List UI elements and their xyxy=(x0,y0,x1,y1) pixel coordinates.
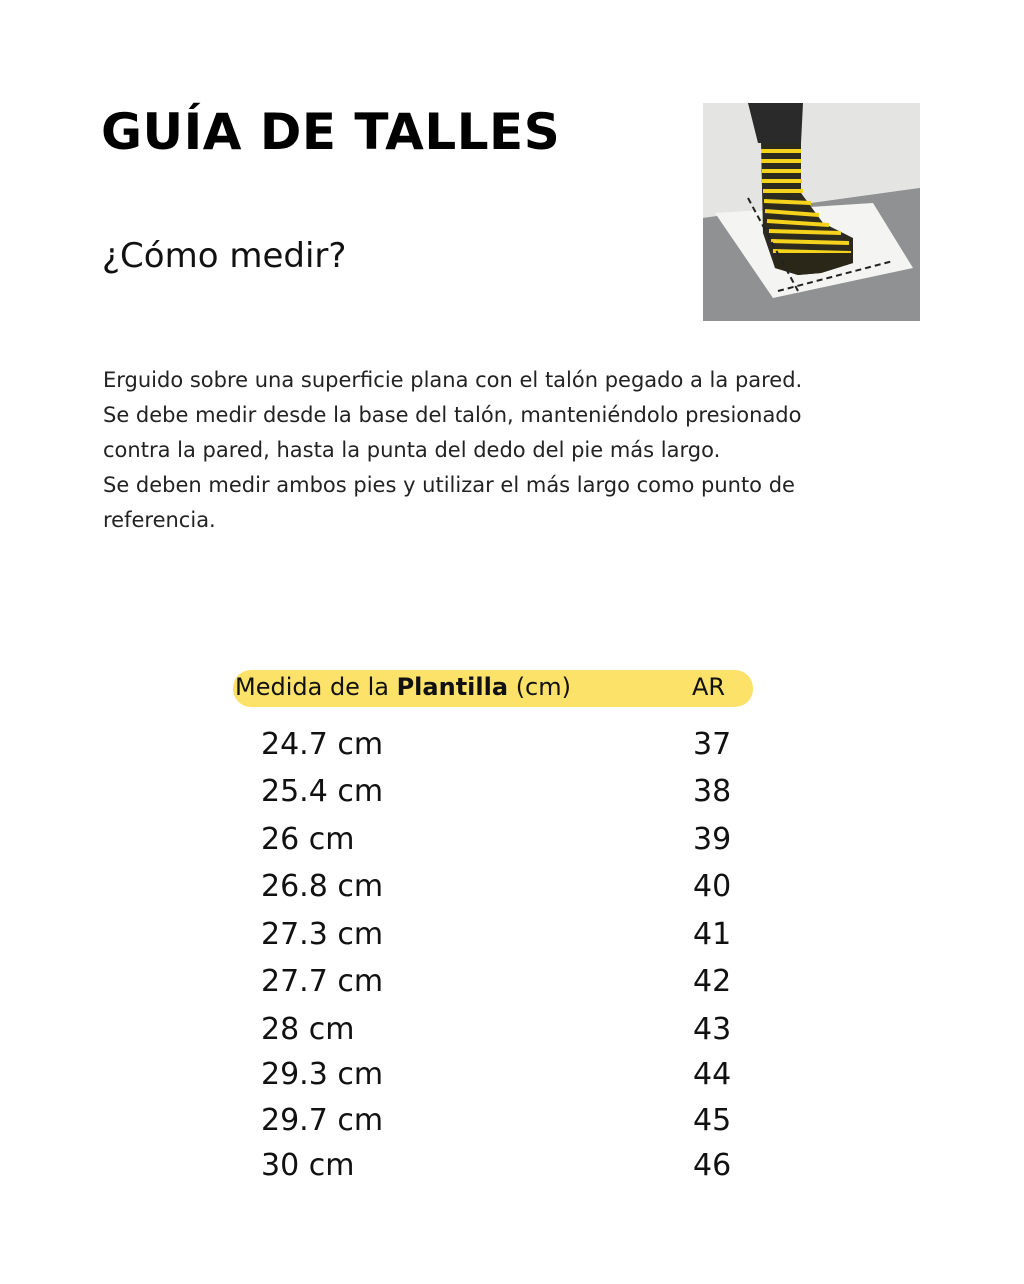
sock-measuring-photo xyxy=(703,103,920,321)
row-cm: 30 cm xyxy=(261,1148,355,1183)
table-row xyxy=(0,727,1024,767)
row-cm: 26.8 cm xyxy=(261,869,384,904)
row-cm: 25.4 cm xyxy=(261,774,384,809)
table-row xyxy=(0,822,1024,862)
column-header-ar: AR xyxy=(692,673,726,701)
page-title: GUÍA DE TALLES xyxy=(101,103,561,161)
row-ar: 41 xyxy=(693,917,732,952)
table-row xyxy=(0,964,1024,1004)
row-ar: 39 xyxy=(693,822,732,857)
instruction-paragraph: Erguido sobre una superficie plana con el talón pegado a la pared. xyxy=(103,368,803,392)
row-ar: 37 xyxy=(693,727,732,762)
column-header-measure: Medida de la Plantilla (cm) xyxy=(235,673,571,701)
row-cm: 28 cm xyxy=(261,1012,355,1047)
row-ar: 44 xyxy=(693,1057,732,1092)
table-row xyxy=(0,869,1024,909)
row-ar: 38 xyxy=(693,774,732,809)
row-cm: 29.7 cm xyxy=(261,1103,384,1138)
table-row xyxy=(0,1012,1024,1052)
instructions xyxy=(103,363,843,538)
table-row xyxy=(0,917,1024,957)
row-cm: 29.3 cm xyxy=(261,1057,384,1092)
table-row xyxy=(0,1057,1024,1097)
row-cm: 27.3 cm xyxy=(261,917,384,952)
instruction-paragraph: Se debe medir desde la base del talón, manteniéndolo presionado contra la pared, hasta la punta del dedo del pie más largo. xyxy=(103,403,802,462)
row-ar: 42 xyxy=(693,964,732,999)
table-row xyxy=(0,774,1024,814)
row-cm: 26 cm xyxy=(261,822,355,857)
table-header xyxy=(233,670,753,707)
row-cm: 27.7 cm xyxy=(261,964,384,999)
row-ar: 43 xyxy=(693,1012,732,1047)
table-row xyxy=(0,1148,1024,1188)
instruction-paragraph: Se deben medir ambos pies y utilizar el más largo como punto de referencia. xyxy=(103,473,795,532)
page-subtitle: ¿Cómo medir? xyxy=(102,236,347,276)
row-cm: 24.7 cm xyxy=(261,727,384,762)
row-ar: 45 xyxy=(693,1103,732,1138)
row-ar: 40 xyxy=(693,869,732,904)
table-row xyxy=(0,1103,1024,1143)
row-ar: 46 xyxy=(693,1148,732,1183)
